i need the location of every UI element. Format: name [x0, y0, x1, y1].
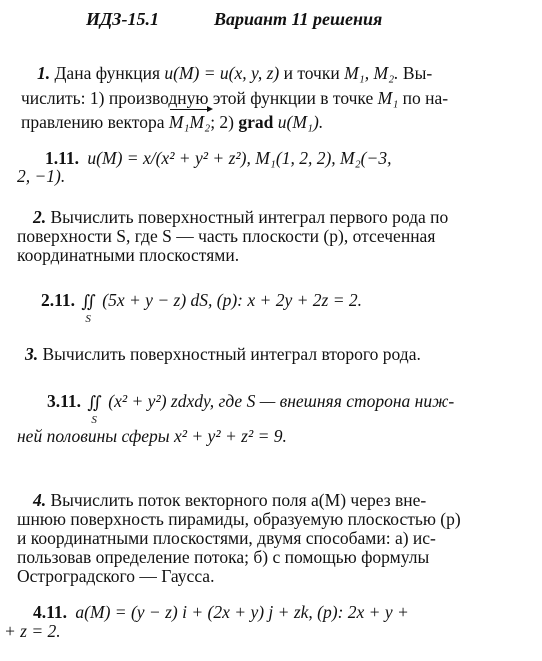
- item-3-11-number: 3.11.: [47, 391, 82, 411]
- double-integral-sign: ∬ S: [87, 392, 102, 426]
- task2-line1: 2. Вычислить поверхностный интеграл первого рода по: [33, 207, 449, 227]
- task2-line3: координатными плоскостями.: [17, 245, 240, 265]
- task1-number: 1.: [37, 63, 51, 83]
- item-4-11-number: 4.11.: [33, 602, 68, 622]
- task4-line3: и координатными плоскостями, двумя способами: а) ис-: [17, 528, 436, 548]
- task3-line1: 3. Вычислить поверхностный интеграл второго рода.: [25, 344, 421, 364]
- task3-item-line2: ней половины сферы x² + y² + z² = 9.: [17, 426, 287, 446]
- idz-title: ИДЗ-15.1: [86, 9, 159, 29]
- task2-number: 2.: [33, 207, 47, 227]
- task4-line2: шнюю поверхность пирамиды, образуемую плоскостью (p): [17, 509, 461, 529]
- task4-number: 4.: [33, 490, 47, 510]
- double-integral-sign: ∬ S: [81, 291, 96, 325]
- task4-item: 4.11. a(M) = (y − z) i + (2x + y) j + zk, (p): 2x + y +: [33, 602, 409, 622]
- task3-number: 3.: [25, 344, 39, 364]
- task1-line1: 1. Дана функция u(M) = u(x, y, z) и точки M₁, M₂. Вы-: [37, 63, 433, 83]
- task3-item: 3.11. ∬ S (x² + y²) zdxdy, где S — внешняя сторона ниж-: [47, 391, 455, 426]
- task1-item: 1.11. u(M) = x/(x² + y² + z²), M₁(1, 2, 2), M₂(−3,: [45, 148, 392, 168]
- task1-line2: числить: 1) производную этой функции в точке M₁ по на-: [21, 88, 449, 108]
- task1-line3: правлению вектора M₁M₂; 2) grad u(M₁).: [21, 112, 324, 132]
- task4-item-line2: + z = 2.: [4, 621, 61, 641]
- item-1-11-number: 1.11.: [45, 148, 80, 168]
- item-2-11-number: 2.11.: [41, 290, 76, 310]
- task4-line5: Остроградского — Гаусса.: [17, 566, 215, 586]
- task1-item-line2: 2, −1).: [17, 166, 66, 186]
- vector-m1m2: M₁M₂: [168, 112, 211, 132]
- task2-item: 2.11. ∬ S (5x + y − z) dS, (p): x + 2y + 2z = 2.: [41, 290, 363, 325]
- task4-line4: пользовав определение потока; б) с помощью формулы: [17, 547, 430, 567]
- variant-title: Вариант 11 решения: [214, 9, 383, 29]
- task4-line1: 4. Вычислить поток векторного поля a(M) через вне-: [33, 490, 427, 510]
- task2-line2: поверхности S, где S — часть плоскости (p), отсеченная: [17, 226, 436, 246]
